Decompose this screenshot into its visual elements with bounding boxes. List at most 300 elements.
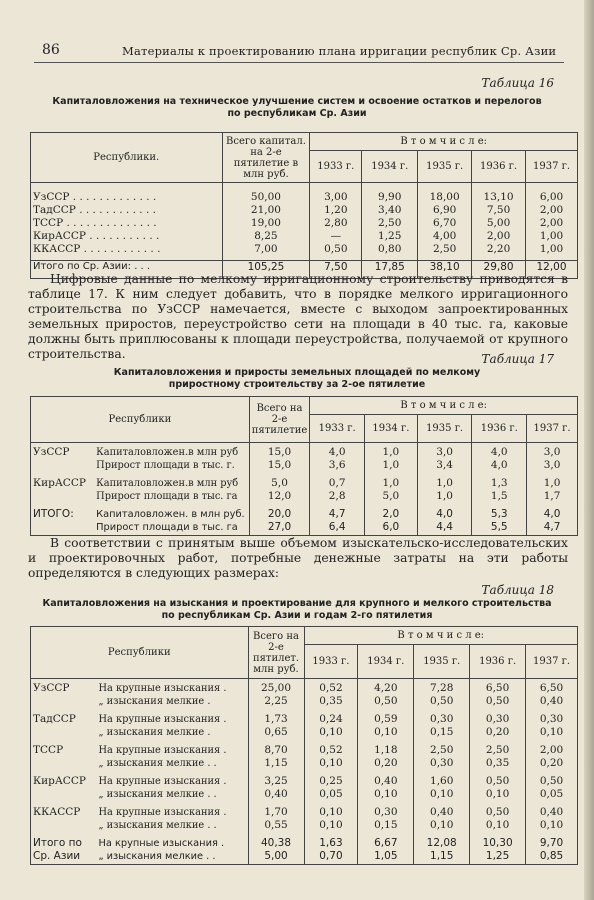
table16-row-name: ТССР . . . . . . . . . . . . . . [33,217,157,229]
table18-cell: 9,70 [539,836,564,849]
table18-cell: 0,30 [430,712,454,725]
table16-cell: 3,40 [378,204,402,216]
table17-year-cell [364,443,417,474]
table17-total-value: 15,0 [267,446,292,458]
table18-cell: 0,20 [374,756,398,769]
table18-cell: 0,40 [374,774,398,787]
table18-year-cell [470,772,526,803]
table17-republic-name: УзССР [31,443,95,474]
table18-row [31,803,578,834]
table18-cell: 0,05 [539,787,564,800]
table16-cell: 2,00 [486,230,511,242]
table18-cell: 0,35 [485,756,510,769]
table16-cell: 1,00 [539,230,564,242]
table18-year-cell [358,741,414,772]
table16-col-incl: В т о м ч и с л е: [310,133,578,151]
table16-cell: 3,00 [324,191,348,203]
table17-col-total: Всего на 2-е пятилетие [249,397,310,443]
table16-total-cell: 17,85 [362,261,418,279]
table18-total-value: 1,70 [264,805,288,818]
table18-cell: 2,50 [430,743,454,756]
table17-total-value: 12,0 [267,489,292,502]
table17-cell: 1,0 [436,476,453,489]
table17-cell: 1,5 [490,489,508,502]
table16-col-total: Всего капитал. на 2-е пятилетие в млн руб. [222,133,310,183]
table18-year-cell [414,772,470,803]
table16-cell: 2,00 [539,204,564,216]
table17-item-label: Прирост площади в тыс. га [96,490,238,502]
table18-year-cell [304,679,358,710]
running-title: Материалы к проектированию плана ирригации республик Ср. Азии [122,44,557,58]
table16-cell: 7,50 [486,204,511,216]
table18-total-value: 25,00 [260,682,292,694]
table18-cell: 0,10 [539,725,564,738]
table18-year-cell [414,679,470,710]
table18-year: 1934 г. [358,645,414,679]
table16-total-cell: 7,50 [310,261,362,279]
table18-republic-name: Итого по Ср. Азии [31,834,97,865]
table18-item-label: На крупные изыскания . [98,806,227,818]
table17-year-cell [310,505,365,536]
table18-cell: 1,63 [319,836,343,849]
table18-year-cell [414,710,470,741]
table17-year: 1933 г. [310,415,365,443]
table18-total-value: 8,70 [264,743,288,756]
table18-year-cell [526,803,578,834]
table17-cell: 1,3 [490,476,508,489]
table17-republic-name: КирАССР [31,474,95,505]
table18-cell: 0,59 [374,712,398,725]
table18-cell: 4,20 [374,682,398,694]
table18-total-value: 40,38 [260,836,292,849]
table18-cell: 0,24 [319,712,343,725]
table17-republic-name: ИТОГО: [31,505,95,536]
table17-cell: 6,4 [328,520,346,533]
table18-republic-name: ТадССР [31,710,97,741]
table18-cell: 0,15 [374,818,398,831]
table18-cell: 1,15 [430,849,454,862]
table18-item-label: „ изыскания мелкие . . [98,850,216,862]
table16-year-col [418,183,472,261]
table18-cell: 0,85 [539,849,564,862]
table18-col-republics: Республики [31,627,249,679]
table17-total-cell [249,474,310,505]
table18-row [31,834,578,865]
table18-item-label: „ изыскания мелкие . [98,696,211,707]
table17-item-labels [94,505,249,536]
table18-item-labels [96,679,248,710]
table18-year-cell [526,834,578,865]
table18-cell: 0,10 [319,818,343,831]
table17-year-cell [310,443,365,474]
table16-cell: 13,10 [483,191,514,203]
table18-cell: 0,10 [485,818,510,831]
paragraph-1: Цифровые данные по мелкому ирригационному строительству приводятся в таблице 17. К ним следует добавить, что в порядке мелкого ирригационного строительства по УзССР намечается, вместе с выходом запроектированных земельных приростов, переустройство сети на площади в 40 тыс. га, каковые должны быть приплюсованы к площади переустройства, получаемой от крупного строительства. [28,272,568,361]
table17-cell: 3,0 [543,446,561,458]
table18-year-cell [358,803,414,834]
table17-cell: 3,4 [436,459,453,471]
table18-cell: 0,10 [319,725,343,738]
table16-total-cell: 29,80 [472,261,526,279]
table18-cell: 6,50 [539,682,564,694]
table17-total-value: 20,0 [267,507,292,520]
table16-year: 1934 г. [362,151,418,183]
table18-total-value: 0,55 [264,818,288,831]
table18-total-cell [248,834,304,865]
table17-cell: 5,3 [490,507,508,520]
table18-cell: 0,30 [485,712,510,725]
table18-cell: 0,30 [539,712,564,725]
table18-cell: 0,70 [319,849,343,862]
table16-cell: 2,80 [324,217,348,229]
table17-cell: 2,0 [382,507,400,520]
table18-year: 1936 г. [470,645,526,679]
table18-row [31,710,578,741]
table18-total-cell [248,741,304,772]
table16-year: 1936 г. [472,151,526,183]
table16-total-cell: 21,00 [250,204,281,216]
table17-cell: 4,0 [328,446,346,458]
table17-cell: 1,0 [382,476,400,489]
table18-cell: 0,40 [539,805,564,818]
table16-row-name: КирАССР . . . . . . . . . . . [33,230,160,242]
table18-cell: 0,50 [374,695,398,707]
table16-year-col [362,183,418,261]
table16-totals [222,183,310,261]
table16-cell: 18,00 [429,191,460,203]
table17-row [31,474,578,505]
table18-cell: 1,60 [430,774,454,787]
table18-year-cell [358,710,414,741]
table18-year-cell [304,772,358,803]
table18-total-value: 0,65 [264,725,288,738]
table18-title-line1: Капиталовложения на изыскания и проектирование для крупного и мелкого строительства [42,598,552,609]
table18-republic-name: ККАССР [31,803,97,834]
table18-year-cell [304,710,358,741]
table16-total-cell: 7,00 [254,243,278,255]
table18-total-value: 3,25 [264,774,288,787]
table18-item-label: На крупные изыскания . [98,744,227,756]
table18-body [31,679,578,865]
table18-cell: 0,50 [430,695,454,707]
table16-title-line1: Капиталовложения на техническое улучшение систем и освоение остатков и перелогов [52,96,542,107]
table17-total-cell [249,505,310,536]
table18-year-cell [414,741,470,772]
table17-cell: 1,0 [543,476,561,489]
table17-cell: 1,0 [436,489,453,502]
table17-year-cell [417,505,472,536]
table16-cell: 2,50 [378,217,402,229]
table18-cell: 0,50 [485,805,510,818]
table18-cell: 0,10 [430,818,454,831]
table18-total-value: 0,40 [264,787,288,800]
table18-cell: 0,25 [319,774,343,787]
table16-row-name: ККАССР . . . . . . . . . . . . [33,243,161,255]
table17-year-cell [364,474,417,505]
table18-cell: 0,10 [374,725,398,738]
table18-cell: 0,50 [485,774,510,787]
table17-item-label: Капиталовложен.в млн руб [96,447,239,458]
table18-cell: 1,25 [485,849,510,862]
table18-cell: 0,40 [430,805,454,818]
table16-total-cell: 38,10 [418,261,472,279]
table17-year-cell [417,443,472,474]
table16-cell: 2,50 [432,243,457,255]
table16-year: 1933 г. [310,151,362,183]
table18-item-labels [96,710,248,741]
table18-year-cell [470,741,526,772]
table17 [30,396,578,536]
table16-total-sum: 105,25 [222,261,310,279]
table16-names [31,183,223,261]
table16-cell: 0,50 [324,243,348,255]
table16-cell: 5,00 [486,217,511,229]
table16-cell: 6,00 [539,191,564,203]
table17-cell: 3,0 [543,459,561,471]
table18-cell: 0,15 [430,725,454,738]
table18-item-label: На крупные изыскания . [98,775,227,787]
table17-total-value: 27,0 [267,520,292,533]
table18-cell: 7,28 [430,682,454,694]
table18-item-label: „ изыскания мелкие . . [98,788,217,800]
table17-item-label: Капиталовложен.в млн руб [96,477,239,489]
table18-cell: 0,50 [539,774,564,787]
table18-row [31,772,578,803]
table18-cell: 6,50 [485,682,510,694]
table17-cell: 4,7 [543,520,561,533]
table17-year-cell [472,474,527,505]
table16-cell: 6,90 [432,204,457,216]
table18-cell: 6,67 [374,836,398,849]
table18-item-label: „ изыскания мелкие . . [98,819,217,831]
table17-cell: 6,0 [382,520,400,533]
table18-item-label: „ изыскания мелкие . [98,726,211,738]
table17-item-labels [94,443,249,474]
table18-republic-name: УзССР [31,679,97,710]
table18-cell: 0,52 [319,743,343,756]
table18-cell: 0,05 [319,787,343,800]
table17-year-cell [527,474,578,505]
table18-cell: 2,00 [539,743,564,756]
table18-cell: 1,05 [374,849,398,862]
table18-cell: 0,10 [374,787,398,800]
table18-year-cell [358,679,414,710]
table16-label: Таблица 16 [481,76,554,90]
table17-cell: 4,7 [328,507,346,520]
header-rule [34,62,564,63]
table17-total-value: 15,0 [267,459,292,471]
table18-item-labels [96,741,248,772]
table18-year: 1933 г. [304,645,358,679]
table17-col-incl: В т о м ч и с л е: [310,397,578,415]
table17-item-label: Капиталовложен. в млн руб. [96,508,245,520]
table18-total-cell [248,772,304,803]
table16-cell: 1,25 [378,230,402,242]
table17-year: 1936 г. [472,415,527,443]
table17-year: 1934 г. [364,415,417,443]
table18-cell: 0,52 [319,682,343,694]
table18-cell: 0,20 [539,756,564,769]
table16-cell: 1,00 [539,243,564,255]
table16-year: 1937 г. [526,151,578,183]
table17-cell: 4,0 [490,446,508,458]
table18-col-incl: В т о м ч и с л е: [304,627,578,645]
page-number: 86 [42,42,60,58]
table16-row-name: ТадССР . . . . . . . . . . . . [33,204,156,216]
table16-cell: 2,00 [539,217,564,229]
table16-cell: 9,90 [378,191,402,203]
table18-item-label: На крупные изыскания . [98,683,227,694]
table17-title-line2: приростному строительству за 2-ое пятилетие [168,379,426,390]
table17-year-cell [527,505,578,536]
table16-title [30,96,564,120]
table16-cell: 4,00 [432,230,457,242]
table17-total-cell [249,443,310,474]
table18-year-cell [526,710,578,741]
table16-year-col [526,183,578,261]
table16-year: 1935 г. [418,151,472,183]
table18-cell: 0,10 [319,756,343,769]
table17-year-cell [310,474,365,505]
table18-year-cell [358,834,414,865]
table16-cell: — [330,230,342,242]
table18-cell: 0,10 [430,787,454,800]
table17-row [31,443,578,474]
table17-cell: 5,0 [382,489,400,502]
table18-cell: 0,30 [430,756,454,769]
table18-item-label: „ изыскания мелкие . . [98,757,217,769]
table17-cell: 0,7 [328,476,346,489]
table18-year-cell [414,803,470,834]
table17-col-republics: Республики [31,397,250,443]
table18-cell: 2,50 [485,743,510,756]
table16-total-cell: 12,00 [526,261,578,279]
table18-year-cell [526,679,578,710]
table18-row [31,679,578,710]
table18-year-cell [358,772,414,803]
table17-total-value: 5,0 [271,476,288,489]
table18-cell: 0,30 [374,805,398,818]
table17-item-labels [94,474,249,505]
table18-total-value: 5,00 [264,849,288,862]
table18-col-total: Всего на 2-е пятилет. млн руб. [248,627,304,679]
page-spine [584,0,594,900]
table16-cell: 1,20 [324,204,348,216]
table17-year: 1937 г. [527,415,578,443]
table18-year-cell [304,803,358,834]
table16-total-cell: 8,25 [254,230,278,242]
table18-republic-name: КирАССР [31,772,97,803]
table18-row [31,741,578,772]
table17-row [31,505,578,536]
table17-cell: 4,0 [490,459,508,471]
table18-label: Таблица 18 [481,583,554,597]
table16 [30,132,578,279]
table18-title-line2: по республикам Ср. Азии и годам 2-го пятилетия [161,610,433,621]
running-head [34,42,564,60]
table18-cell: 0,20 [485,725,510,738]
table18-cell: 12,08 [426,836,457,849]
table16-body [31,183,578,261]
table18-item-labels [96,803,248,834]
table18-item-labels [96,834,248,865]
table18-cell: 0,35 [319,695,343,707]
table16-total-cell: 50,00 [250,191,281,203]
table18-year-cell [526,741,578,772]
table18-total-cell [248,803,304,834]
table18-year: 1937 г. [526,645,578,679]
table17-year-cell [472,443,527,474]
table17-cell: 4,0 [543,507,561,520]
table18-item-label: На крупные изыскания . [98,837,225,849]
table17-item-label: Прирост площади в тыс. г. [96,460,235,471]
table17-item-label: Прирост площади в тыс. га [96,521,238,533]
table17-cell: 2,8 [328,489,346,502]
table16-year-col [472,183,526,261]
table18-year: 1935 г. [414,645,470,679]
table17-body [31,443,578,536]
table17-cell: 1,0 [382,459,400,471]
table16-row-name: УзССР . . . . . . . . . . . . . [33,191,157,203]
table17-year: 1935 г. [417,415,472,443]
table18-year-cell [414,834,470,865]
table18-year-cell [470,803,526,834]
table16-total-name: Итого по Ср. Азии: . . . [31,261,223,279]
table18-total-value: 1,73 [264,712,288,725]
table18-cell: 0,10 [485,787,510,800]
table18-year-cell [526,772,578,803]
table18-item-labels [96,772,248,803]
table18-cell: 0,10 [319,805,343,818]
table18-cell: 0,50 [485,695,510,707]
table16-cell: 6,70 [432,217,457,229]
table17-year-cell [527,443,578,474]
table17-year-cell [364,505,417,536]
table18-republic-name: ТССР [31,741,97,772]
paragraph-2: В соответствии с принятым выше объемом изыскательско-исследовательских и проектировочных работ, потребные денежные затраты на эти работы определяются в следующих размерах: [28,536,568,580]
table16-total-cell: 19,00 [250,217,281,229]
table17-cell: 3,0 [436,446,453,458]
table18-cell: 1,18 [374,743,398,756]
table18-year-cell [304,741,358,772]
table17-cell: 4,0 [436,507,453,520]
table16-cell: 2,20 [486,243,511,255]
table17-cell: 1,0 [382,446,400,458]
table17-year-cell [472,505,527,536]
table18-total-cell [248,679,304,710]
table18-year-cell [470,679,526,710]
table17-cell: 1,7 [543,489,561,502]
table18 [30,626,578,865]
table17-cell: 4,4 [436,520,453,533]
table18-title [30,598,564,622]
table18-cell: 10,30 [482,836,513,849]
table18-cell: 0,40 [539,695,564,707]
table17-year-cell [417,474,472,505]
table18-total-value: 1,15 [264,756,288,769]
table17-label: Таблица 17 [481,352,554,366]
table16-col-republics: Республики. [31,133,223,183]
table18-year-cell [304,834,358,865]
table16-title-line2: по республикам Ср. Азии [227,108,367,119]
table17-cell: 5,5 [490,520,508,533]
table17-cell: 3,6 [328,459,346,471]
table17-title [30,367,564,391]
table18-year-cell [470,834,526,865]
table18-cell: 0,10 [539,818,564,831]
table16-cell: 0,80 [378,243,402,255]
table17-title-line1: Капиталовложения и приросты земельных площадей по мелкому [113,367,481,378]
